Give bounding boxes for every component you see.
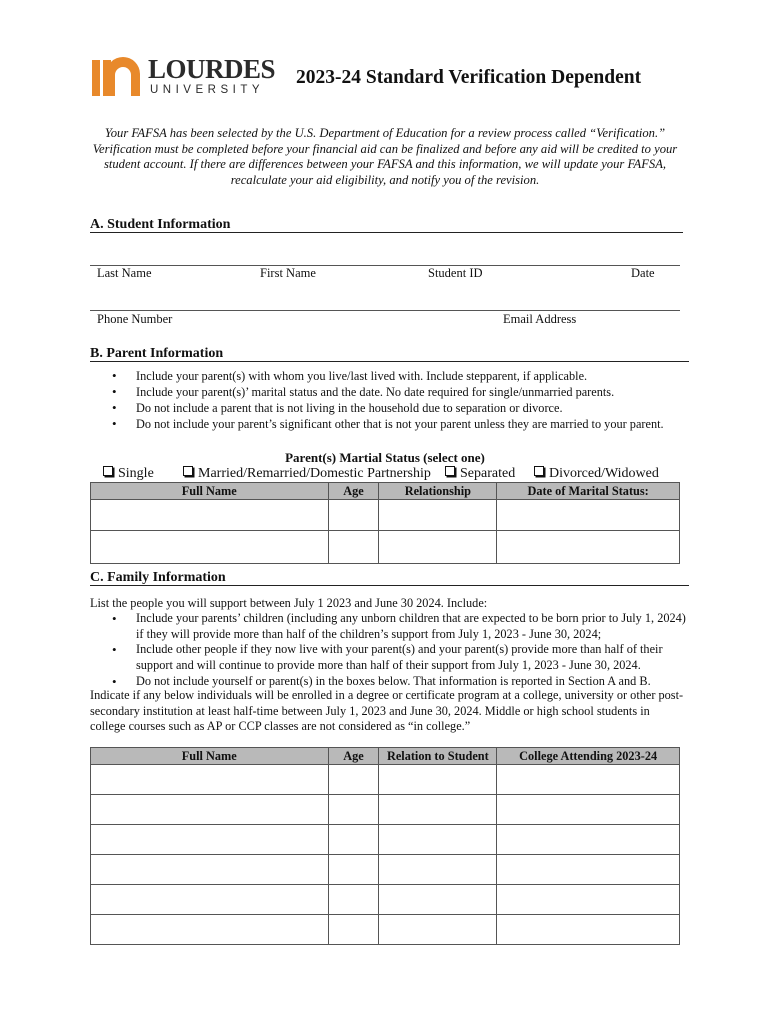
table-cell[interactable] (497, 855, 680, 885)
phone-label: Phone Number (97, 312, 173, 326)
date-label: Date (631, 266, 655, 280)
table-cell[interactable] (497, 885, 680, 915)
table-cell[interactable] (379, 855, 497, 885)
section-a-heading: A. Student Information (90, 217, 231, 232)
table-cell[interactable] (379, 915, 497, 945)
column-header: Relation to Student (379, 748, 497, 765)
table-cell[interactable] (328, 915, 379, 945)
table-cell[interactable] (328, 825, 379, 855)
table-cell[interactable] (328, 885, 379, 915)
column-header: Date of Marital Status: (497, 483, 680, 500)
email-label: Email Address (503, 312, 577, 326)
family-table (90, 747, 680, 945)
table-row (91, 531, 680, 564)
document-title: 2023-24 Standard Verification Dependent (296, 67, 642, 88)
column-header: College Attending 2023-24 (497, 748, 680, 765)
table-cell[interactable] (497, 825, 680, 855)
table-cell[interactable] (379, 531, 497, 564)
table-row (91, 885, 680, 915)
table-cell[interactable] (497, 765, 680, 795)
table-row (91, 855, 680, 885)
checkbox-icon[interactable] (183, 466, 193, 476)
table-cell[interactable] (328, 855, 379, 885)
list-item: • Include your parents’ children (including any unborn children that are expected to be born prior to July 1, 2024) if they will provide more than half of the children’s support from July 1, 2023 - June 30, 2024; (90, 611, 690, 642)
table-cell[interactable] (91, 915, 329, 945)
parent-instructions (90, 368, 690, 432)
column-header: Relationship (379, 483, 497, 500)
marital-status-title: Parent(s) Martial Status (select one) (285, 450, 485, 465)
option-married[interactable]: Married/Remarried/Domestic Partnership (183, 466, 431, 482)
table-row (91, 795, 680, 825)
section-c-heading: C. Family Information (90, 570, 226, 585)
table-cell[interactable] (91, 885, 329, 915)
logo-subtitle: UNIVERSITY (150, 84, 265, 96)
table-cell[interactable] (91, 500, 329, 531)
list-item: • Include your parent(s) with whom you live/last lived with. Include stepparent, if applicable. (90, 368, 690, 384)
table-cell[interactable] (328, 795, 379, 825)
table-cell[interactable] (91, 855, 329, 885)
table-cell[interactable] (328, 531, 379, 564)
family-lead: List the people you will support between July 1 2023 and June 30 2024. Include: (90, 596, 488, 610)
table-cell[interactable] (379, 885, 497, 915)
college-note: Indicate if any below individuals will be enrolled in a degree or certificate program at a college, university or other post-secondary institution at least half-time between July 1, 2023 and June 30, 2024. Middle or high school students in college courses such as AP or CCP classes are not considered as “in college.” (90, 688, 684, 734)
list-item: • Do not include yourself or parent(s) in the boxes below. That information is reported in Section A and B. (90, 674, 690, 690)
table-row (91, 825, 680, 855)
last-name-label: Last Name (97, 266, 152, 280)
family-instructions (90, 611, 690, 690)
table-row (91, 500, 680, 531)
column-header: Age (328, 748, 379, 765)
list-item: • Include other people if they now live with your parent(s) and your parent(s) provide more than half of their support and will continue to provide more than half of their support from July 1, 2023 - June 30, 2024. (90, 642, 690, 673)
column-header: Full Name (91, 748, 329, 765)
checkbox-icon[interactable] (445, 466, 455, 476)
table-cell[interactable] (379, 795, 497, 825)
parent-table (90, 482, 680, 564)
student-id-label: Student ID (428, 266, 483, 280)
table-cell[interactable] (379, 765, 497, 795)
list-item: • Do not include a parent that is not living in the household due to separation or divorce. (90, 400, 690, 416)
table-cell[interactable] (328, 500, 379, 531)
intro-paragraph: Your FAFSA has been selected by the U.S. Department of Education for a review process called “Verification.” Verification must be completed before your financial aid can be finalized and before any aid will be credited to your student account. If there are differences between your FAFSA and this information, we will update your FAFSA, recalculate your aid eligibility, and notify you of the revision. (92, 126, 678, 187)
student-name-line[interactable] (90, 265, 680, 266)
table-cell[interactable] (379, 825, 497, 855)
checkbox-icon[interactable] (534, 466, 544, 476)
table-cell[interactable] (379, 500, 497, 531)
table-cell[interactable] (91, 825, 329, 855)
section-a-rule (90, 232, 683, 233)
table-cell[interactable] (328, 765, 379, 795)
table-cell[interactable] (497, 531, 680, 564)
option-divorced[interactable]: Divorced/Widowed (534, 466, 659, 482)
column-header: Full Name (91, 483, 329, 500)
table-row (91, 765, 680, 795)
section-c-rule (90, 585, 689, 586)
list-item: • Include your parent(s)’ marital status and the date. No date required for single/unmarried parents. (90, 384, 690, 400)
list-item: • Do not include your parent’s significant other that is not your parent unless they are married to your parent. (90, 416, 690, 432)
table-cell[interactable] (91, 795, 329, 825)
contact-line[interactable] (90, 310, 680, 311)
section-b-heading: B. Parent Information (90, 346, 224, 361)
section-b-rule (90, 361, 689, 362)
table-cell[interactable] (497, 915, 680, 945)
table-cell[interactable] (91, 765, 329, 795)
table-cell[interactable] (91, 531, 329, 564)
table-row (91, 915, 680, 945)
option-single[interactable]: Single (103, 466, 154, 482)
table-cell[interactable] (497, 795, 680, 825)
logo-wordmark: LOURDES (148, 54, 276, 84)
table-cell[interactable] (497, 500, 680, 531)
column-header: Age (328, 483, 379, 500)
checkbox-icon[interactable] (103, 466, 113, 476)
first-name-label: First Name (260, 266, 316, 280)
option-separated[interactable]: Separated (445, 466, 515, 482)
